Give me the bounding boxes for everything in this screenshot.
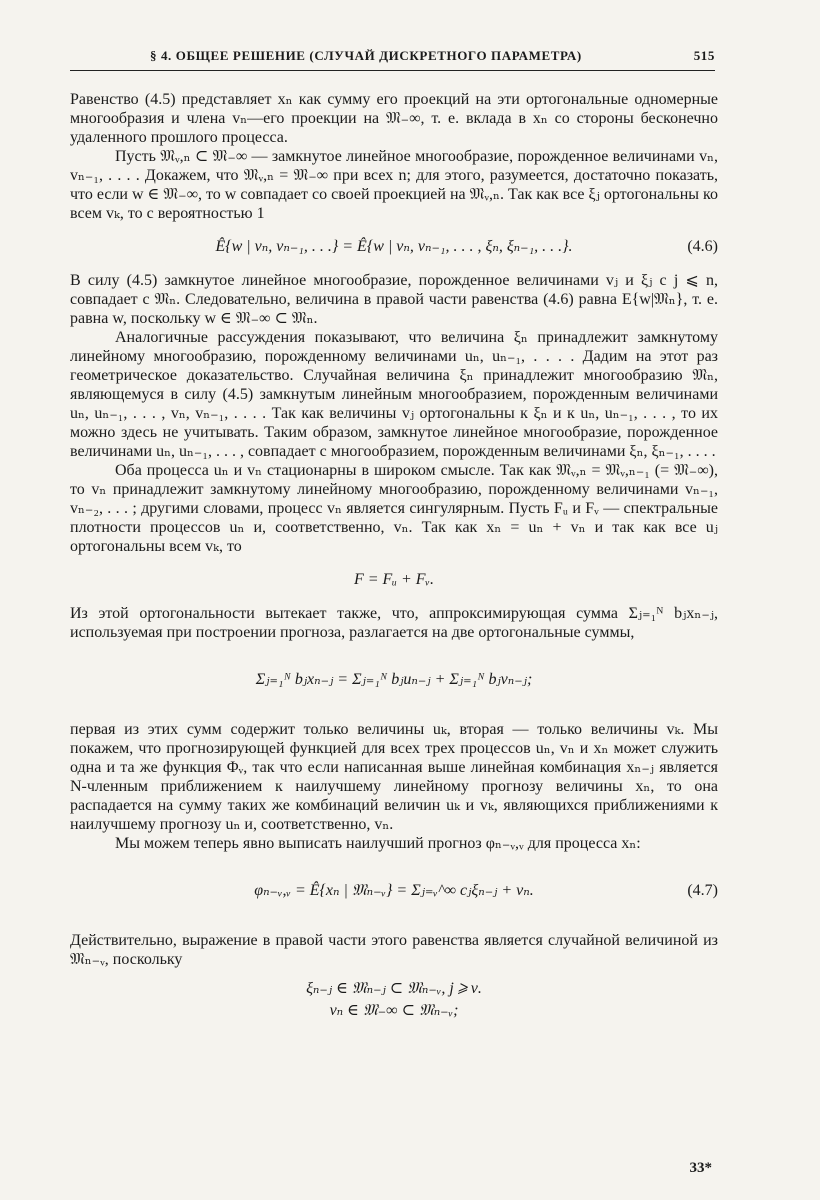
- running-header: [150, 48, 715, 64]
- equation-4-6-number: (4.6): [687, 238, 718, 255]
- paragraph-8: Мы можем теперь явно выписать наилучший прогноз φₙ₋ᵥ,ᵥ для процесса xₙ:: [115, 835, 641, 852]
- paragraph-1: Равенство (4.5) представляет xₙ как сумму его проекций на эти ортогональные одномерные многообразия и члена vₙ—его проекции на 𝔐₋∞, т. е. вклада в xₙ со стороны бесконечно удаленного прошлого процесса.: [70, 91, 718, 146]
- header-rule: [70, 70, 715, 71]
- equation-4-7: [70, 861, 718, 923]
- equation-4-7-number: (4.7): [687, 882, 718, 899]
- paragraph-9: Действительно, выражение в правой части этого равенства является случайной величиной из 𝔐ₙ₋ᵥ, поскольку: [70, 932, 718, 968]
- page-body: [70, 90, 718, 1033]
- signature-mark: 33*: [689, 1160, 712, 1176]
- paragraph-4: Аналогичные рассуждения показывают, что величина ξₙ принадлежит замкнутому линейному многообразию, порожденному величинами uₙ, uₙ₋₁, . . . . Дадим на этот раз геометрическое доказательство. Случайная величина ξₙ принадлежит многообразию 𝔐ₙ, являющемуся в силу (4.5) замкнутым линейным многообразием, порожденным величинами uₙ, uₙ₋₁, . . . , vₙ, vₙ₋₁, . . . . Так как величины vⱼ ортогональны к ξₙ и к uₙ, uₙ₋₁, . . . , то их можно здесь не учитывать. Таким образом, замкнутое линейное многообразие, порожденное величинами uₙ, uₙ₋₁, . . . , совпадает с многообразием, порожденным величинами ξₙ, ξₙ₋₁, . . . .: [70, 329, 718, 460]
- running-title: § 4. ОБЩЕЕ РЕШЕНИЕ (СЛУЧАЙ ДИСКРЕТНОГО ПАРАМЕТРА): [150, 48, 582, 63]
- equation-4-7-expression: φₙ₋ᵥ,ᵥ = Ê{xₙ | 𝔐ₙ₋ᵥ} = Σⱼ₌ᵥ^∞ cⱼξₙ₋ⱼ + vₙ.: [254, 882, 534, 899]
- paragraph-3: В силу (4.5) замкнутое линейное многообразие, порожденное величинами vⱼ и ξⱼ с j ⩽ n, совпадает с 𝔐ₙ. Следовательно, величина в правой части равенства (4.6) равна E{w|𝔐ₙ}, т. е. равна w, поскольку w ∈ 𝔐₋∞ ⊂ 𝔐ₙ.: [70, 272, 718, 327]
- paragraph-5: Оба процесса uₙ и vₙ стационарны в широком смысле. Так как 𝔐ᵥ,ₙ = 𝔐ᵥ,ₙ₋₁ (= 𝔐₋∞), то vₙ принадлежит замкнутому линейному многообразию, порожденному величинами vₙ₋₁, vₙ₋₂, . . . ; другими словами, процесс vₙ является сингулярным. Пусть Fᵤ и Fᵥ — спектральные плотности процессов uₙ и, соответственно, vₙ. Так как xₙ = uₙ + vₙ и так как все uⱼ ортогональны всем vₖ, то: [70, 462, 719, 555]
- paragraph-7: первая из этих сумм содержит только величины uₖ, вторая — только величины vₖ. Мы покажем, что прогнозирующей функцией для всех трех процессов uₙ, vₙ и xₙ может служить одна и та же функция Φᵥ, так что если написанная выше линейная комбинация xₙ₋ⱼ является N-членным приближением к наилучшему линейному прогнозу величины xₙ, то она распадается на сумму таких же комбинаций величин uₖ и vₖ, являющихся приближениями к наилучшему прогнозу uₙ и, соответственно, vₙ.: [70, 721, 718, 833]
- equation-sum-decomposition: [70, 650, 718, 712]
- paragraph-2: Пусть 𝔐ᵥ,ₙ ⊂ 𝔐₋∞ — замкнутое линейное многообразие, порожденное величинами vₙ, vₙ₋₁, . . . . Докажем, что 𝔐ᵥ,ₙ = 𝔐₋∞ при всех n; для этого, разумеется, достаточно показать, что если w ∈ 𝔐₋∞, то w совпадает со своей проекцией на 𝔐ᵥ,ₙ. Так как все ξⱼ ортогональны ко всем vₖ, то с вероятностью 1: [70, 148, 718, 222]
- equation-spectral-sum-expression: F = Fᵤ + Fᵥ.: [353, 571, 435, 588]
- equation-membership-line-2: vₙ ∈ 𝔐₋∞ ⊂ 𝔐ₙ₋ᵥ;: [329, 1002, 459, 1019]
- equation-membership: [70, 977, 718, 1025]
- paragraph-6: Из этой ортогональности вытекает также, что, аппроксимирующая сумма Σⱼ₌₁ᴺ bⱼxₙ₋ⱼ, используемая при построении прогноза, разлагается на две ортогональные суммы,: [70, 605, 718, 641]
- equation-spectral-sum: [70, 564, 718, 596]
- equation-membership-line-1: ξₙ₋ⱼ ∈ 𝔐ₙ₋ⱼ ⊂ 𝔐ₙ₋ᵥ, j ⩾ ν.: [306, 980, 482, 997]
- equation-4-6: [70, 231, 718, 263]
- equation-4-6-expression: Ê{w | vₙ, vₙ₋₁, . . .} = Ê{w | vₙ, vₙ₋₁, . . . , ξₙ, ξₙ₋₁, . . .}.: [215, 238, 573, 255]
- equation-sum-decomposition-expression: Σⱼ₌₁ᴺ bⱼxₙ₋ⱼ = Σⱼ₌₁ᴺ bⱼuₙ₋ⱼ + Σⱼ₌₁ᴺ bⱼvₙ₋ⱼ;: [255, 671, 533, 688]
- page-number: 515: [693, 48, 715, 63]
